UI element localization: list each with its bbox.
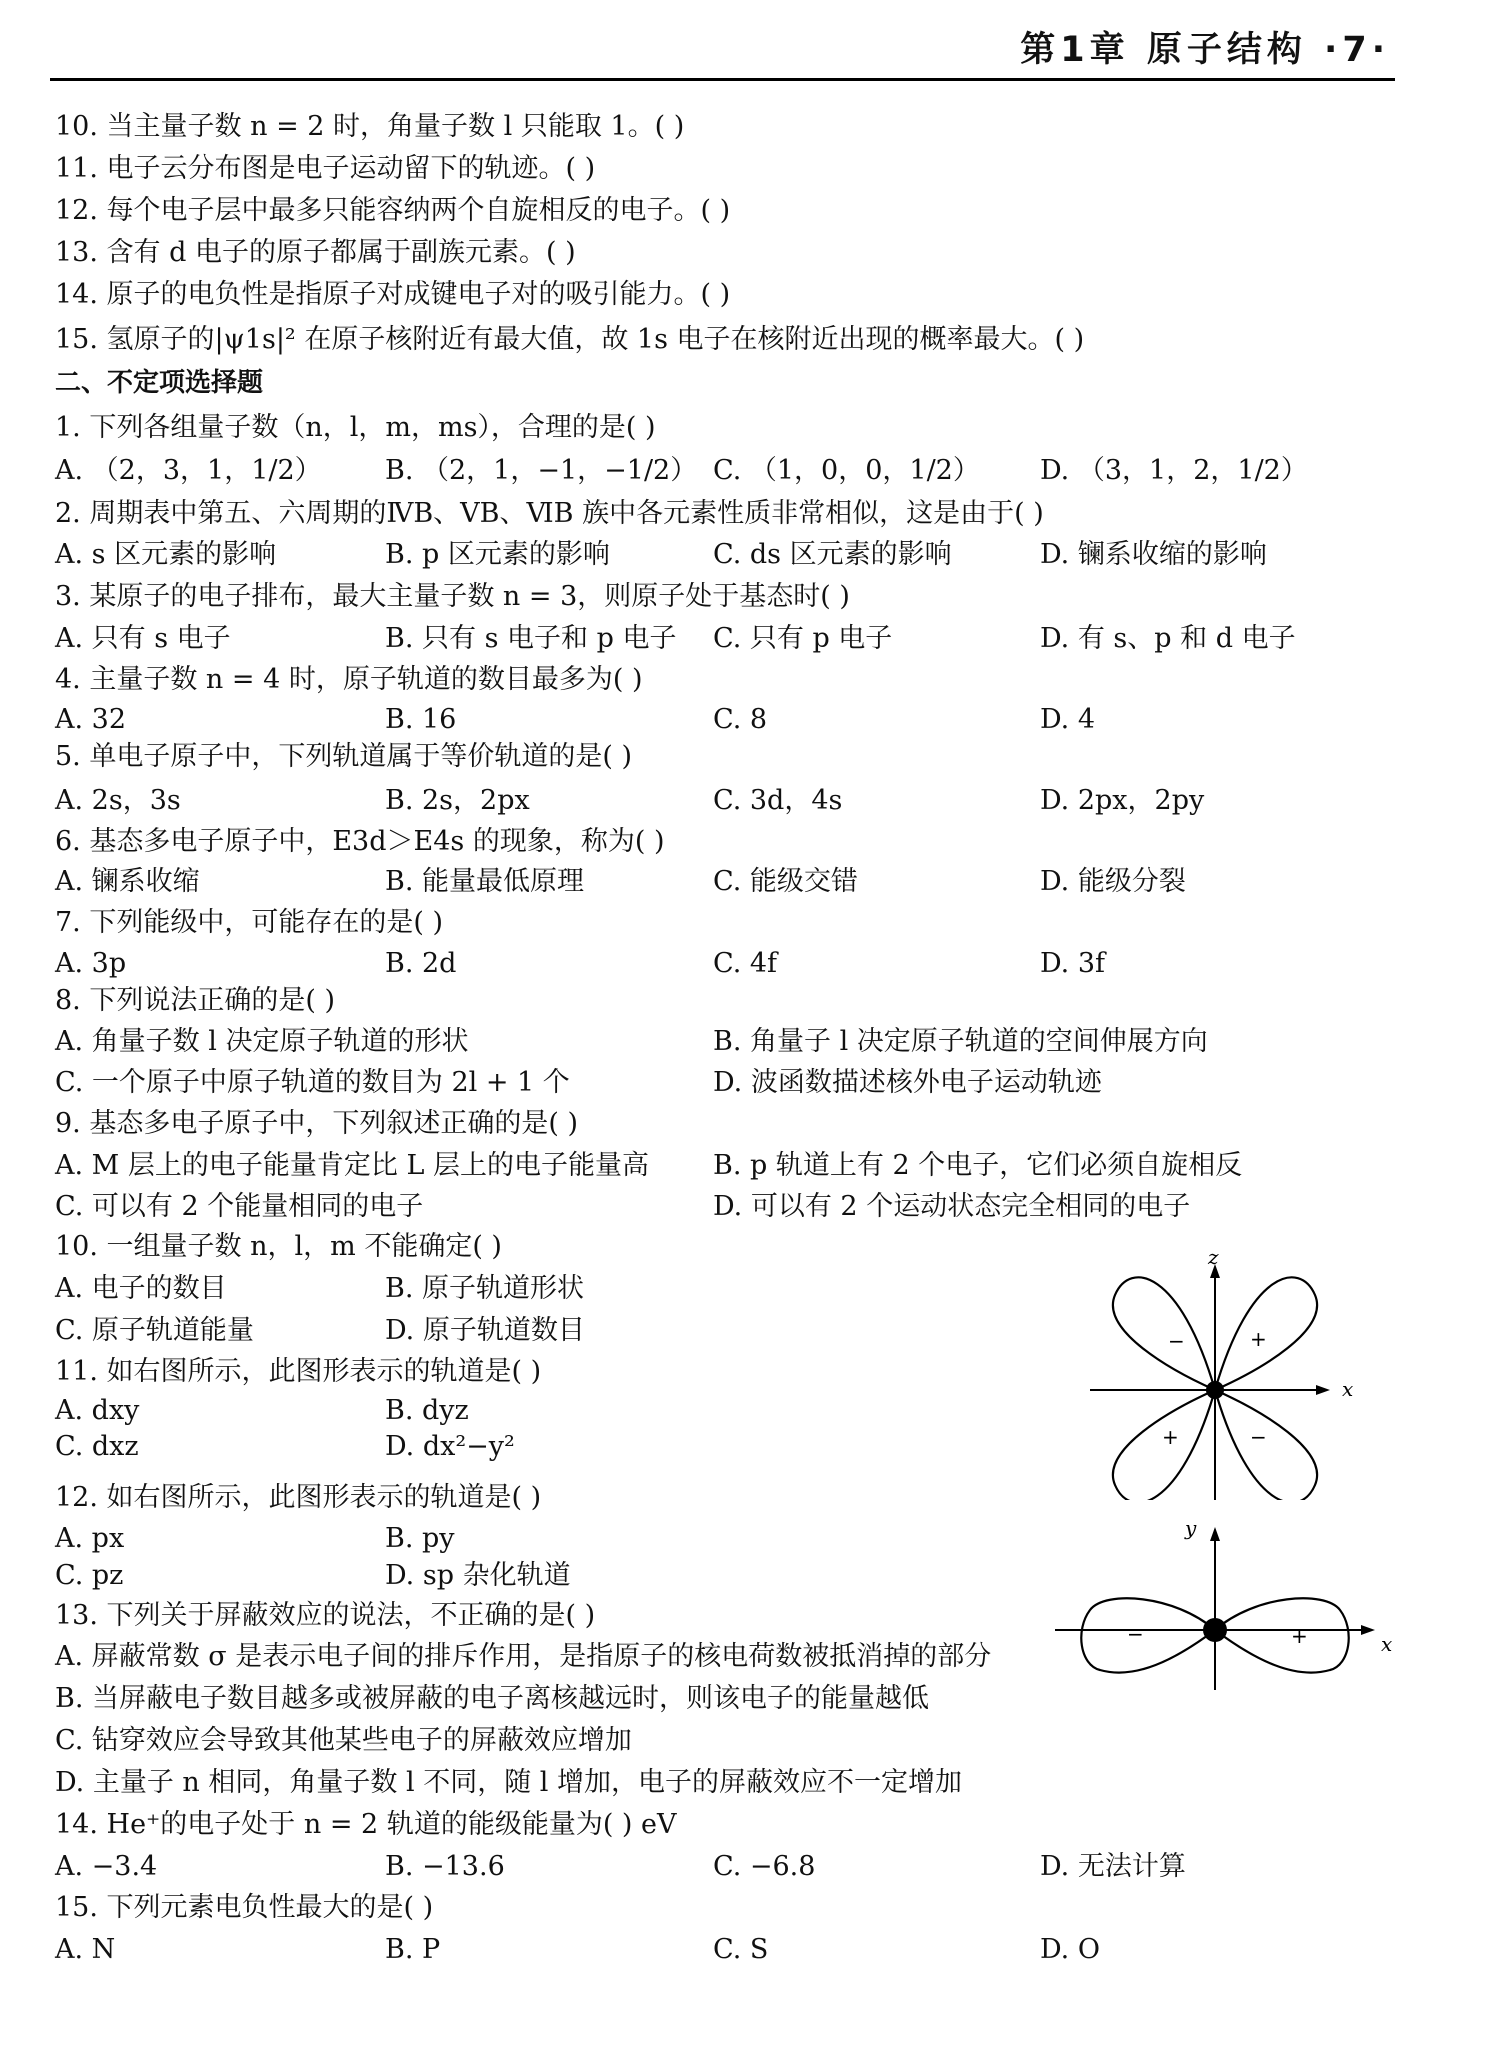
judge-item: 13. 含有 d 电子的原子都属于副族元素。( )	[55, 237, 576, 268]
nucleus	[1206, 1381, 1224, 1399]
d-orbital-figure	[1090, 1250, 1360, 1500]
option: B. −13.6	[385, 1851, 505, 1882]
option: A. 2s，3s	[55, 785, 181, 816]
option: A. 镧系收缩	[55, 866, 200, 897]
option: C. 8	[713, 704, 768, 735]
lobe-left	[1081, 1598, 1215, 1672]
sign-lower-right: −	[1250, 1425, 1267, 1449]
option: A. （2，3，1，1/2）	[55, 455, 322, 486]
x-arrow	[1361, 1625, 1375, 1635]
option: C. 钻穿效应会导致其他某些电子的屏蔽效应增加	[55, 1725, 632, 1756]
judge-item: 10. 当主量子数 n = 2 时，角量子数 l 只能取 1。( )	[55, 111, 685, 142]
option: D. 镧系收缩的影响	[1040, 539, 1267, 570]
option: B. p 轨道上有 2 个电子，它们必须自旋相反	[713, 1150, 1243, 1181]
option: C. S	[713, 1934, 769, 1965]
option: D. 无法计算	[1040, 1851, 1186, 1882]
question-stem: 12. 如右图所示，此图形表示的轨道是( )	[55, 1482, 542, 1513]
y-arrow	[1210, 1527, 1220, 1541]
option: B. 16	[385, 704, 457, 735]
option: C. 原子轨道能量	[55, 1315, 254, 1346]
question-stem: 8. 下列说法正确的是( )	[55, 985, 335, 1016]
judge-item: 11. 电子云分布图是电子运动留下的轨迹。( )	[55, 153, 596, 184]
option: B. 2d	[385, 948, 457, 979]
question-stem: 4. 主量子数 n = 4 时，原子轨道的数目最多为( )	[55, 664, 643, 695]
option: A. 屏蔽常数 σ 是表示电子间的排斥作用，是指原子的核电荷数被抵消掉的部分	[55, 1641, 992, 1672]
z-axis-label: z	[1208, 1250, 1219, 1269]
question-stem: 13. 下列关于屏蔽效应的说法，不正确的是( )	[55, 1600, 596, 1631]
option: A. 32	[55, 704, 127, 735]
sign-upper-left: −	[1168, 1329, 1185, 1353]
header-title: 原子结构	[1146, 30, 1307, 70]
option: B. p 区元素的影响	[385, 539, 610, 570]
x-arrow	[1316, 1385, 1330, 1395]
question-stem: 14. He⁺的电子处于 n = 2 轨道的能级能量为( ) eV	[55, 1809, 677, 1840]
option: D. O	[1040, 1934, 1100, 1965]
sign-left: −	[1127, 1622, 1144, 1646]
option: C. −6.8	[713, 1851, 816, 1882]
section-title: 二、不定项选择题	[55, 368, 264, 398]
option: B. 只有 s 电子和 p 电子	[385, 623, 677, 654]
option: D. 波函数描述核外电子运动轨迹	[713, 1067, 1102, 1098]
option: C. pz	[55, 1560, 124, 1591]
running-header	[1010, 22, 1390, 72]
option: C. 只有 p 电子	[713, 623, 893, 654]
option: A. 角量子数 l 决定原子轨道的形状	[55, 1026, 469, 1057]
option: A. N	[55, 1934, 116, 1965]
option: D. 主量子 n 相同，角量子数 l 不同，随 l 增加，电子的屏蔽效应不一定增加	[55, 1767, 963, 1798]
option: B. dyz	[385, 1395, 469, 1426]
question-stem: 11. 如右图所示，此图形表示的轨道是( )	[55, 1356, 542, 1387]
option: A. −3.4	[55, 1851, 158, 1882]
option: C. 一个原子中原子轨道的数目为 2l + 1 个	[55, 1067, 570, 1098]
option: A. dxy	[55, 1395, 140, 1426]
option: B. py	[385, 1523, 455, 1554]
option: D. 2px，2py	[1040, 785, 1205, 816]
question-stem: 6. 基态多电子原子中，E3d＞E4s 的现象，称为( )	[55, 826, 665, 857]
option: B. 原子轨道形状	[385, 1273, 585, 1304]
option: A. 电子的数目	[55, 1273, 227, 1304]
option: D. dx²−y²	[385, 1431, 515, 1462]
option: C. （1，0，0，1/2）	[713, 455, 980, 486]
option: B. 当屏蔽电子数目越多或被屏蔽的电子离核越远时，则该电子的能量越低	[55, 1683, 930, 1714]
option: C. 能级交错	[713, 866, 858, 897]
header-rule	[50, 78, 1395, 81]
question-stem: 15. 下列元素电负性最大的是( )	[55, 1892, 434, 1923]
header-page: ·7·	[1324, 30, 1390, 70]
option: C. 3d，4s	[713, 785, 843, 816]
x-axis-label: x	[1342, 1377, 1354, 1401]
option: A. s 区元素的影响	[55, 539, 277, 570]
y-axis-label: y	[1185, 1516, 1197, 1540]
sign-right: +	[1291, 1624, 1308, 1648]
option: B. 角量子 l 决定原子轨道的空间伸展方向	[713, 1026, 1208, 1057]
lobe-upper-left	[1113, 1277, 1215, 1390]
option: C. 4f	[713, 948, 778, 979]
x-axis-label: x	[1381, 1632, 1393, 1656]
option: C. dxz	[55, 1431, 139, 1462]
judge-item: 14. 原子的电负性是指原子对成键电子对的吸引能力。( )	[55, 279, 731, 310]
option: D. 3f	[1040, 948, 1106, 979]
option: D. 能级分裂	[1040, 866, 1186, 897]
question-stem: 9. 基态多电子原子中，下列叙述正确的是( )	[55, 1108, 578, 1139]
option: A. M 层上的电子能量肯定比 L 层上的电子能量高	[55, 1150, 649, 1181]
p-orbital-figure	[1055, 1515, 1395, 1690]
option: A. 3p	[55, 948, 127, 979]
question-stem: 5. 单电子原子中，下列轨道属于等价轨道的是( )	[55, 741, 632, 772]
option: D. 原子轨道数目	[385, 1315, 585, 1346]
lobe-right	[1215, 1598, 1349, 1672]
option: C. ds 区元素的影响	[713, 539, 952, 570]
option: B. （2，1，−1，−1/2）	[385, 455, 698, 486]
question-stem: 10. 一组量子数 n，l，m 不能确定( )	[55, 1231, 502, 1262]
option: A. px	[55, 1523, 125, 1554]
question-stem: 3. 某原子的电子排布，最大主量子数 n = 3，则原子处于基态时( )	[55, 581, 850, 612]
option: D. 可以有 2 个运动状态完全相同的电子	[713, 1191, 1191, 1222]
nucleus	[1203, 1618, 1227, 1642]
question-stem: 1. 下列各组量子数（n，l，m，ms），合理的是( )	[55, 412, 656, 443]
header-chapter: 第1章	[1020, 30, 1130, 70]
option: B. 2s，2px	[385, 785, 530, 816]
option: B. 能量最低原理	[385, 866, 585, 897]
question-stem: 2. 周期表中第五、六周期的ⅣB、ⅤB、ⅥB 族中各元素性质非常相似，这是由于( )	[55, 498, 1044, 529]
option: B. P	[385, 1934, 441, 1965]
judge-item: 15. 氢原子的|ψ1s|² 在原子核附近有最大值，故 1s 电子在核附近出现的概率最大。( )	[55, 324, 1085, 355]
option: D. 有 s、p 和 d 电子	[1040, 623, 1296, 654]
option: D. 4	[1040, 704, 1096, 735]
option: C. 可以有 2 个能量相同的电子	[55, 1191, 424, 1222]
sign-upper-right: +	[1250, 1327, 1267, 1351]
sign-lower-left: +	[1162, 1425, 1179, 1449]
question-stem: 7. 下列能级中，可能存在的是( )	[55, 907, 443, 938]
option: D. sp 杂化轨道	[385, 1560, 571, 1591]
judge-item: 12. 每个电子层中最多只能容纳两个自旋相反的电子。( )	[55, 195, 731, 226]
option: D. （3，1，2，1/2）	[1040, 455, 1308, 486]
option: A. 只有 s 电子	[55, 623, 231, 654]
